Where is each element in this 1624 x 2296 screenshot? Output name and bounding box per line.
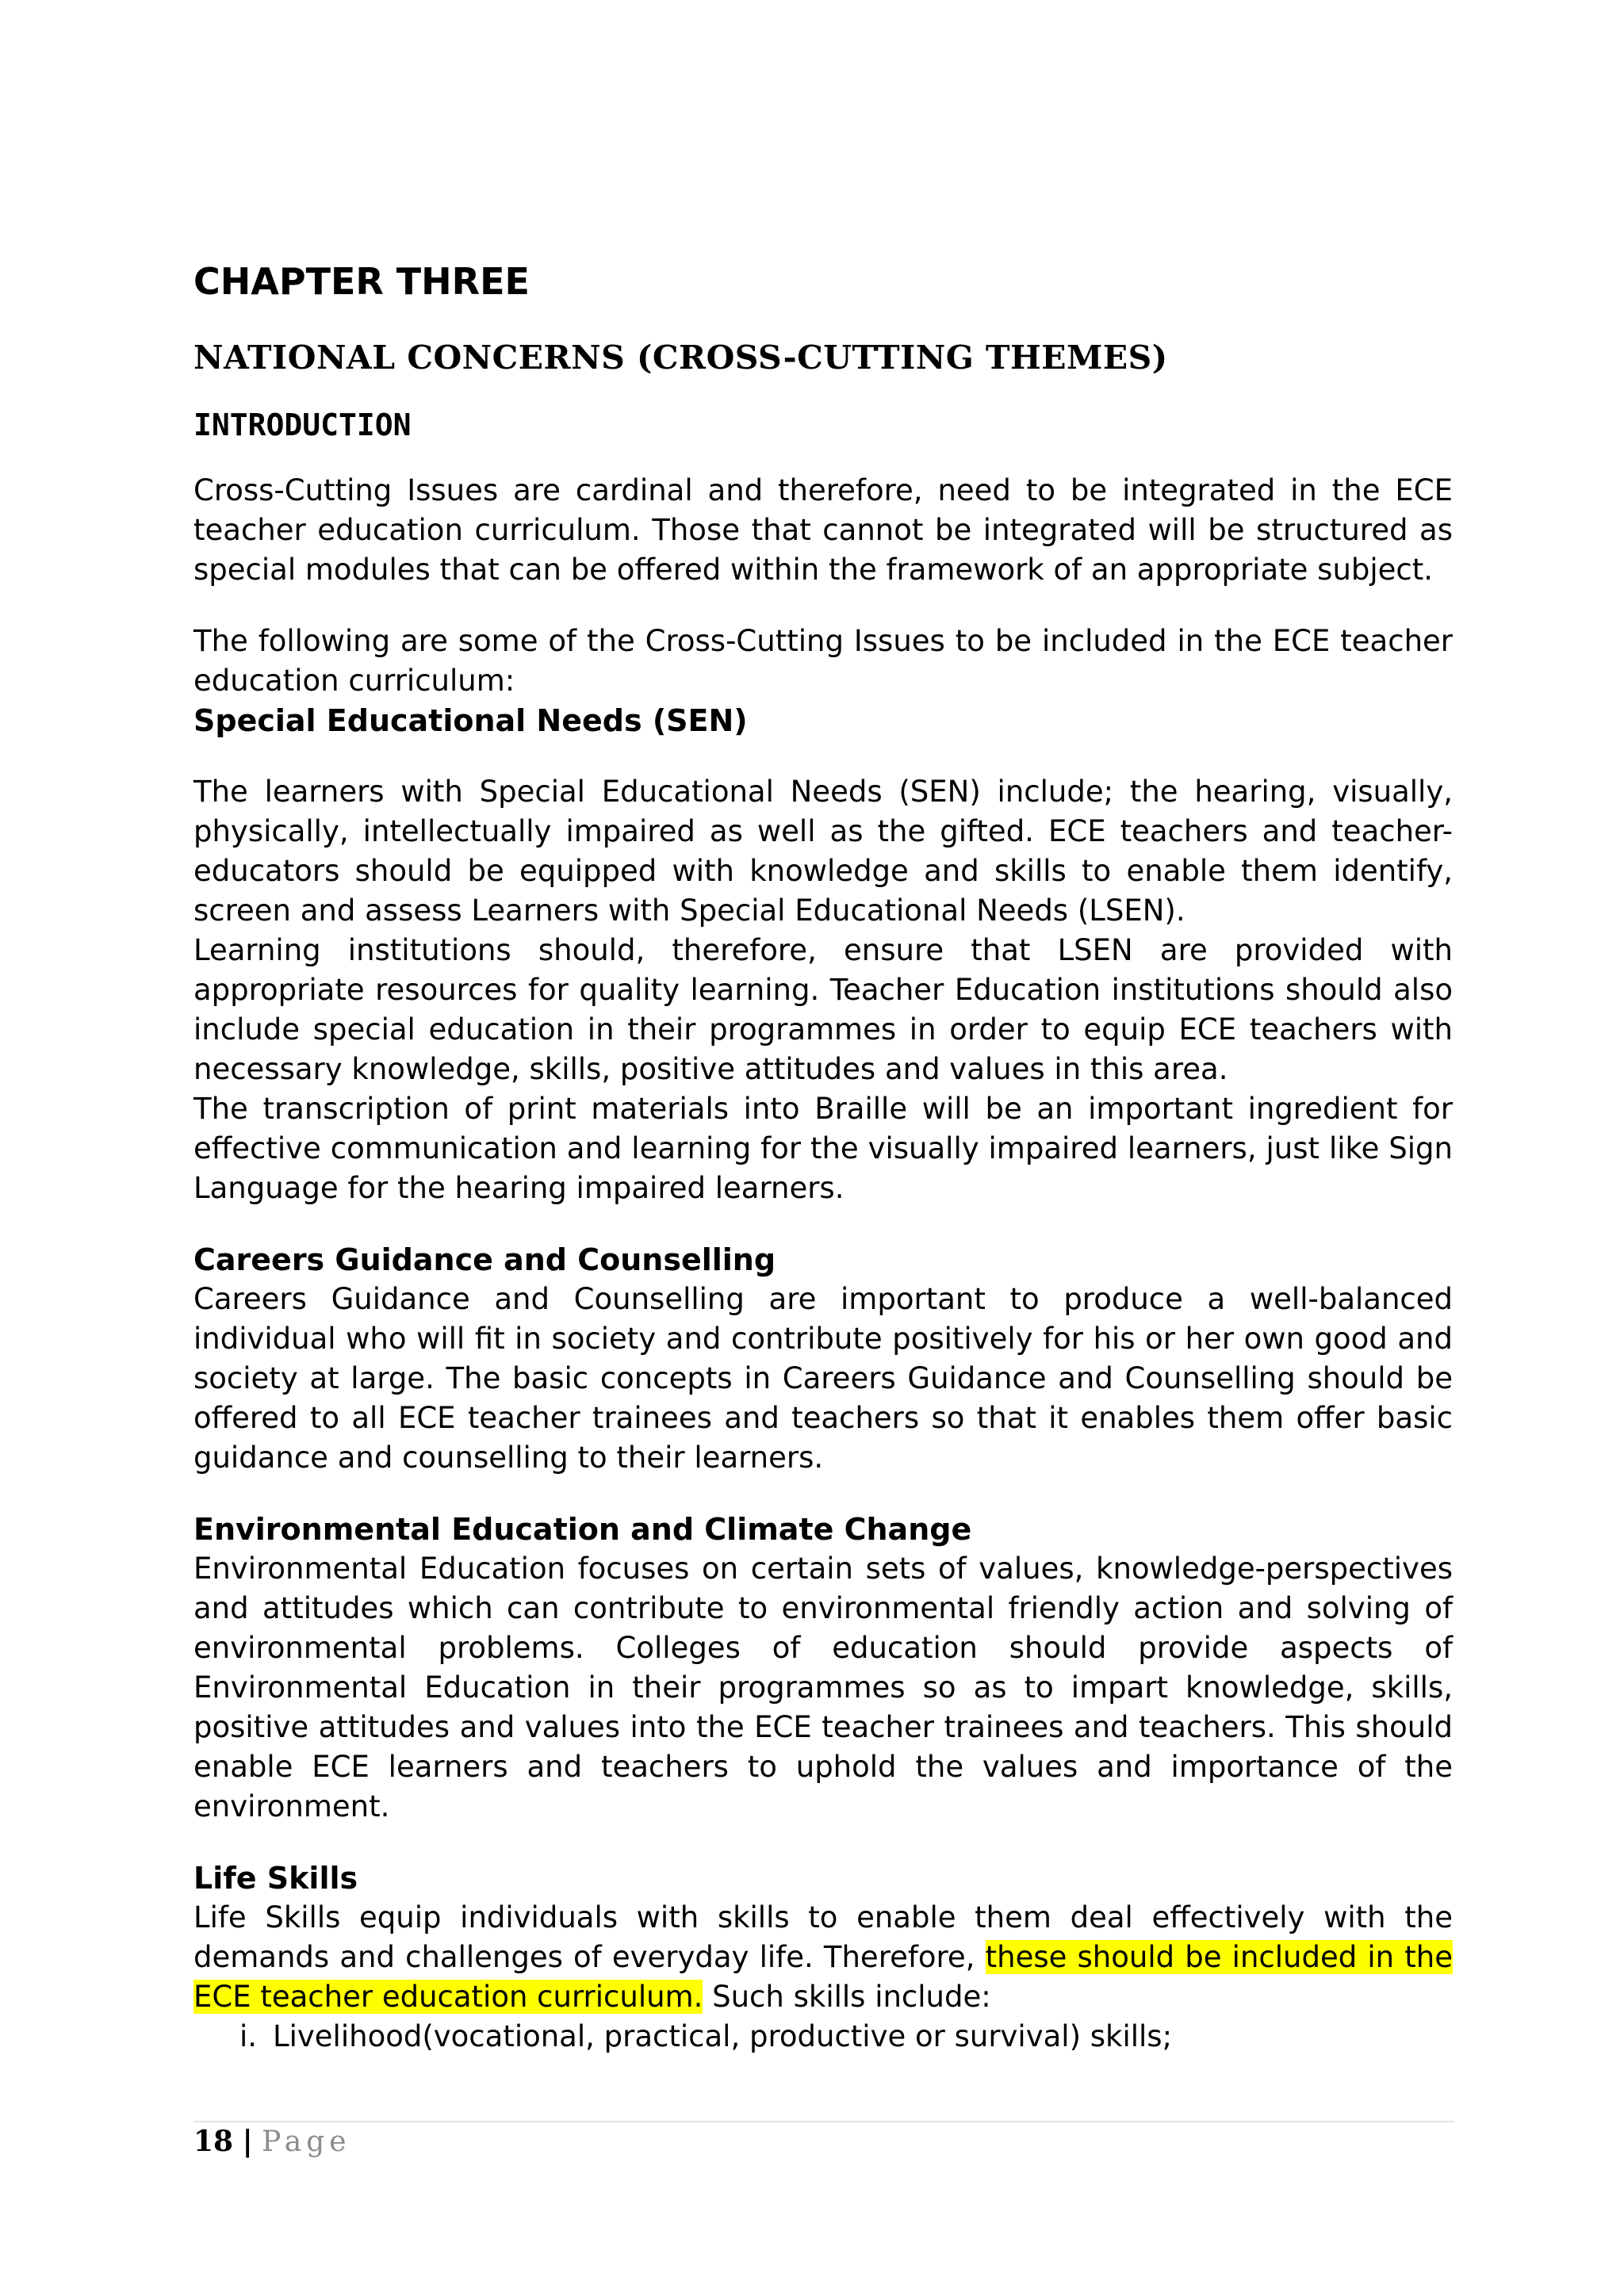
chapter-title: CHAPTER THREE — [193, 260, 530, 303]
life-skills-paragraph — [193, 1898, 1453, 2017]
life-skills-text-after: Such skills include: — [703, 1979, 991, 2014]
chapter-subtitle: NATIONAL CONCERNS (CROSS-CUTTING THEMES) — [193, 339, 1168, 377]
page-footer — [193, 2125, 351, 2158]
intro-paragraph-1: Cross-Cutting Issues are cardinal and therefore, need to be integrated in the ECE teacher education curriculum. Those that cannot be integrated will be structured as special modules that can be offered within the framework of an appropriate subject. — [193, 473, 1453, 587]
list-item-text: Livelihood(vocational, practical, productive or survival) skills; — [273, 2019, 1173, 2053]
careers-heading: Careers Guidance and Counselling — [193, 1242, 776, 1277]
page-content — [193, 260, 1453, 2057]
sen-paragraph-1: The learners with Special Educational Needs (SEN) include; the hearing, visually, physically, intellectually impaired as well as the gifted. ECE teachers and teacher-educators should be equipped with knowledge and skills to enable them identify, screen and assess Learners with Special Educational Needs (LSEN). — [193, 774, 1453, 928]
sen-heading: Special Educational Needs (SEN) — [193, 702, 748, 738]
introduction-heading: INTRODUCTION — [193, 408, 412, 443]
environment-paragraph: Environmental Education focuses on certain sets of values, knowledge-perspectives and attitudes which can contribute to environmental friendly action and solving of environmental problems. Colleges of education should provide aspects of Environmental Education in their programmes so as to impart knowledge, skills, positive attitudes and values into the ECE teacher trainees and teachers. This should enable ECE learners and teachers to uphold the values and importance of the environment. — [193, 1551, 1453, 1823]
life-skills-list — [193, 2017, 1453, 2057]
list-item — [193, 2017, 1453, 2057]
footer-divider — [193, 2121, 1454, 2122]
life-skills-heading: Life Skills — [193, 1860, 358, 1896]
sen-paragraph-3: The transcription of print materials into Braille will be an important ingredient for effective communication and learning for the visually impaired learners, just like Sign Language for the hearing impaired learners. — [193, 1091, 1453, 1205]
page-label: Page — [262, 2126, 351, 2158]
list-item-number: i. — [239, 2019, 257, 2053]
page-number: 18 — [193, 2125, 234, 2158]
highlighted-text: these should be included in the ECE teacher education curriculum. — [193, 1939, 1453, 2014]
intro-paragraph-2: The following are some of the Cross-Cutting Issues to be included in the ECE teacher education curriculum: — [193, 623, 1453, 698]
careers-paragraph: Careers Guidance and Counselling are important to produce a well-balanced individual who will fit in society and contribute positively for his or her own good and society at large. The basic concepts in Careers Guidance and Counselling should be offered to all ECE teacher trainees and teachers so that it enables them offer basic guidance and counselling to their learners. — [193, 1281, 1453, 1475]
sen-paragraph-2: Learning institutions should, therefore, ensure that LSEN are provided with appropriate resources for quality learning. Teacher Education institutions should also include special education in their programmes in order to equip ECE teachers with necessary knowledge, skills, positive attitudes and values in this area. — [193, 932, 1453, 1086]
environment-heading: Environmental Education and Climate Change — [193, 1511, 972, 1547]
life-skills-text-before: Life Skills equip individuals with skills to enable them deal effectively with the demands and challenges of everyday life. Therefore, — [193, 1900, 1453, 1974]
footer-separator: | — [242, 2125, 253, 2158]
